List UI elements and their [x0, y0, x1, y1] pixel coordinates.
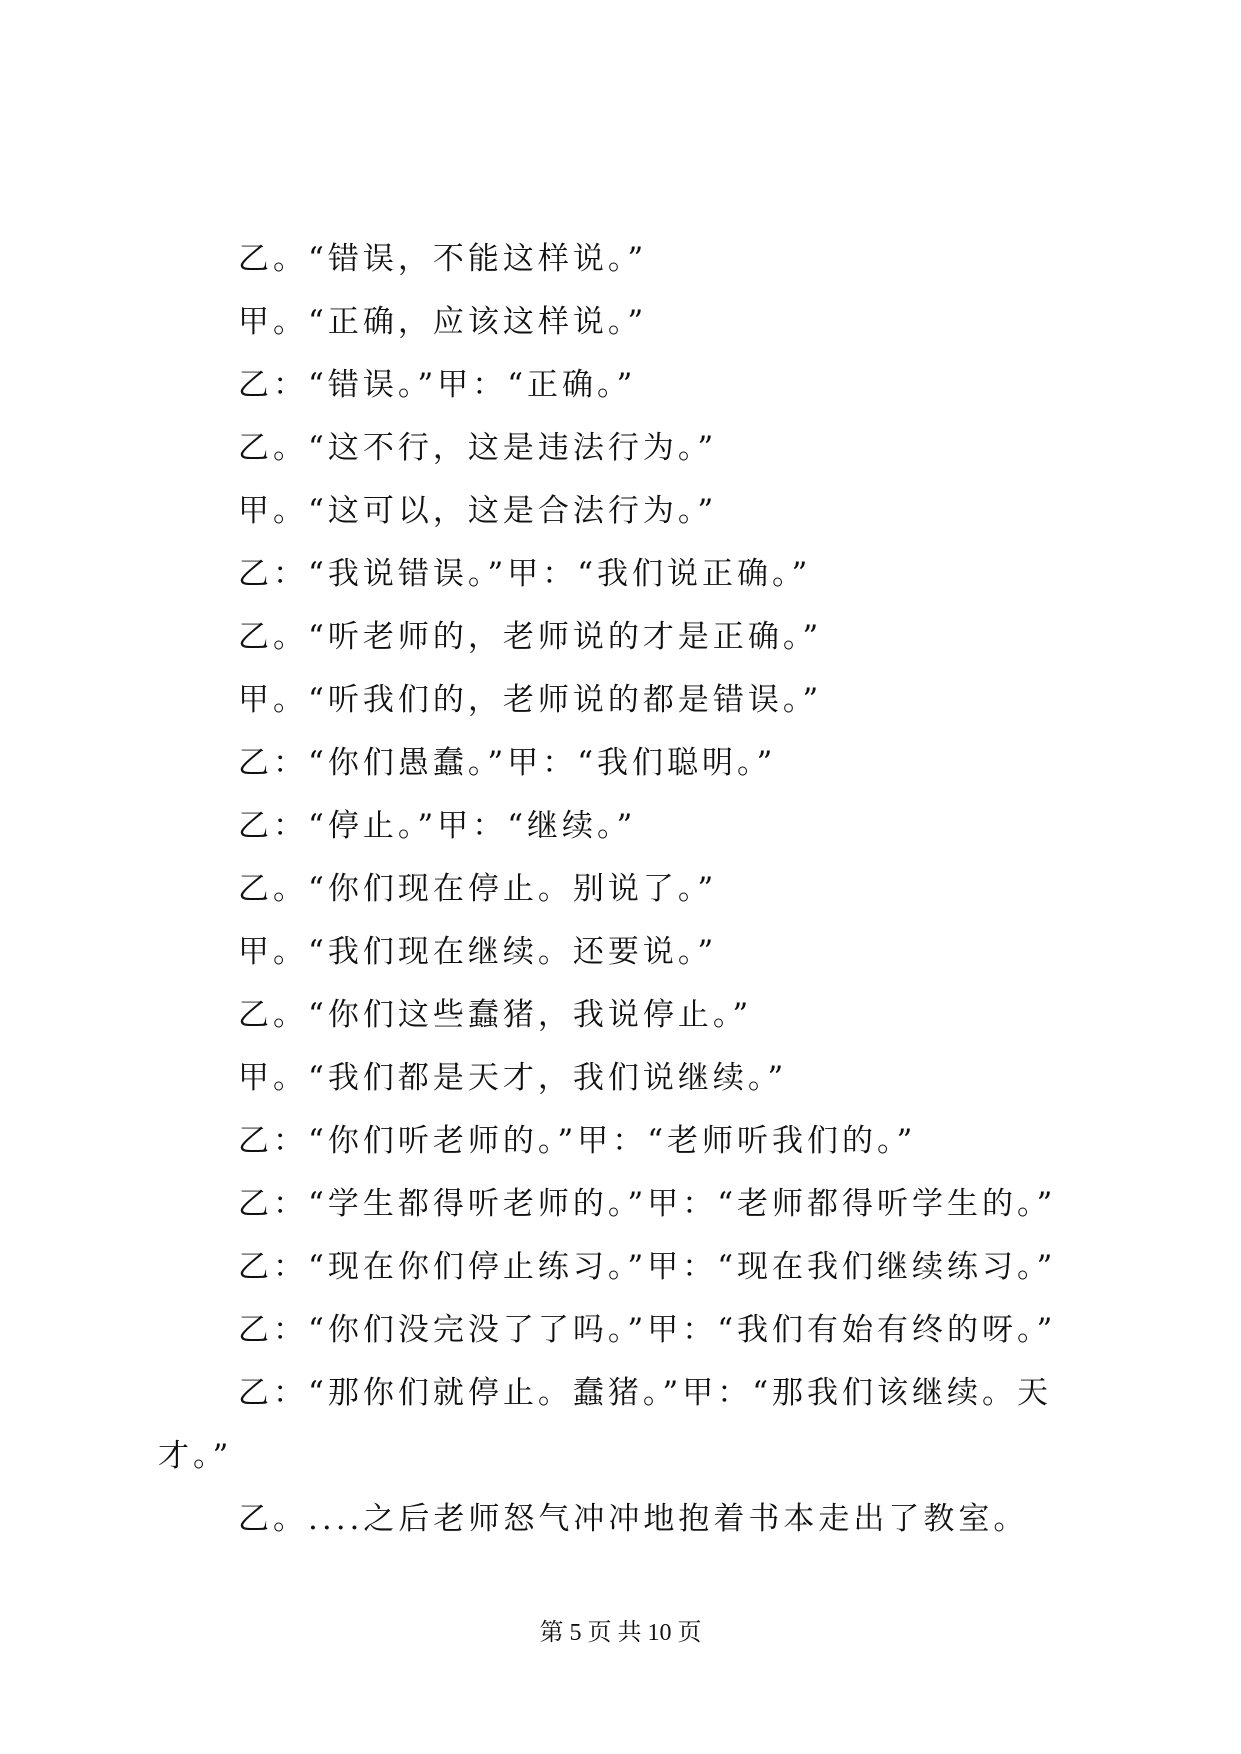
dialogue-line: 甲。“正确，应该这样说。” [238, 304, 648, 340]
dialogue-line: 乙：“你们没完没了了吗。”甲：“我们有始有终的呀。” [238, 1312, 1057, 1348]
dialogue-body [158, 228, 1098, 1551]
wrapped-paragraph [158, 1362, 1098, 1488]
dialogue-line: 乙：“错误。”甲：“正确。” [238, 367, 637, 403]
dialogue-line: 乙。“错误，不能这样说。” [238, 241, 648, 277]
dialogue-line: 乙：“现在你们停止练习。”甲：“现在我们继续练习。” [238, 1249, 1057, 1285]
wrapped-paragraph-line-1: 乙：“那你们就停止。蠢猪。”甲：“那我们该继续。天 [238, 1375, 1053, 1411]
closing-line: 乙。....之后老师怒气冲冲地抱着书本走出了教室。 [238, 1501, 1029, 1537]
dialogue-line: 乙：“我说错误。”甲：“我们说正确。” [238, 556, 812, 592]
dialogue-line: 乙：“停止。”甲：“继续。” [238, 808, 637, 844]
dialogue-line: 甲。“这可以，这是合法行为。” [238, 493, 718, 529]
dialogue-line: 乙。“这不行，这是违法行为。” [238, 430, 718, 466]
page-number-footer: 第 5 页 共 10 页 [539, 1620, 702, 1646]
dialogue-line: 乙。“你们现在停止。别说了。” [238, 871, 718, 907]
dialogue-line: 乙：“你们愚蠢。”甲：“我们聪明。” [238, 745, 777, 781]
dialogue-line: 乙：“学生都得听老师的。”甲：“老师都得听学生的。” [238, 1186, 1057, 1222]
dialogue-line: 乙：“你们听老师的。”甲：“老师听我们的。” [238, 1123, 917, 1159]
wrapped-paragraph-line-2: 才。” [158, 1438, 233, 1474]
dialogue-line: 乙。“听老师的，老师说的才是正确。” [238, 619, 823, 655]
dialogue-line: 甲。“我们都是天才，我们说继续。” [238, 1060, 788, 1096]
dialogue-line: 甲。“听我们的，老师说的都是错误。” [238, 682, 823, 718]
dialogue-line: 甲。“我们现在继续。还要说。” [238, 934, 718, 970]
dialogue-line: 乙。“你们这些蠢猪，我说停止。” [238, 997, 753, 1033]
